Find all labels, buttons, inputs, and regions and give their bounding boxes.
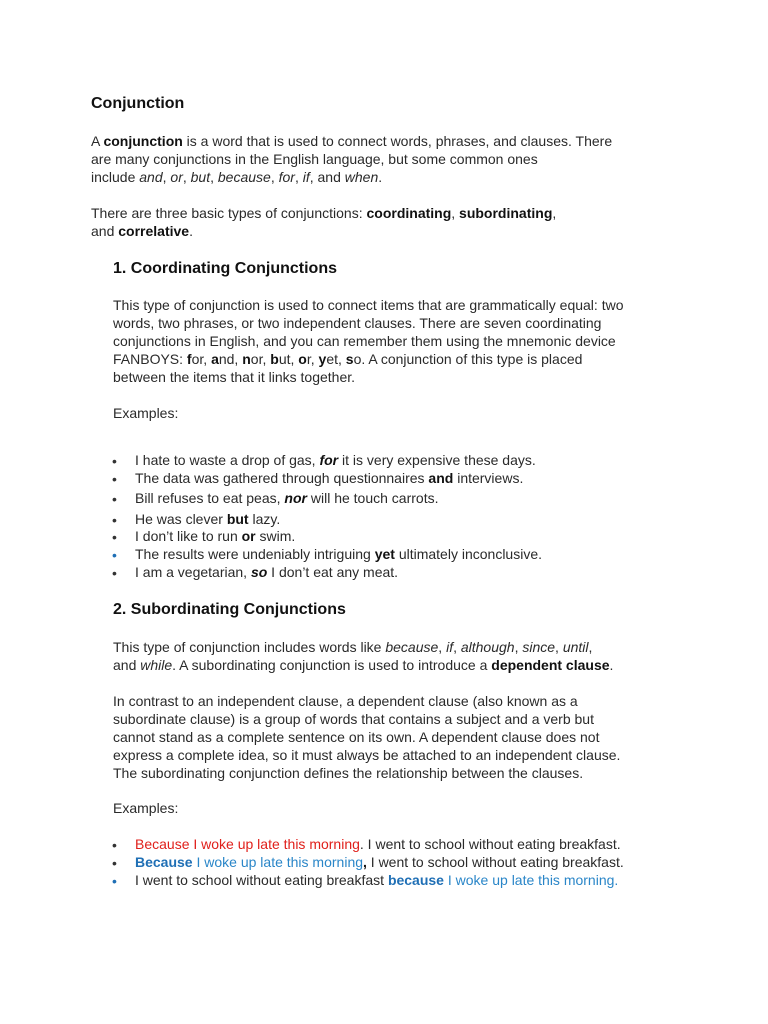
list-item [135, 469, 523, 487]
separator: , and [309, 169, 345, 185]
separator: , [270, 169, 279, 185]
intro-line-1 [91, 132, 612, 150]
example-word: or [170, 169, 183, 185]
bullet-icon: • [112, 873, 117, 889]
list-item-text: I went to school without eating breakfast [135, 872, 388, 888]
intro-text: is a word that is used to connect words, phrases, and clauses. There [182, 133, 613, 149]
bullet-icon: • [112, 855, 117, 871]
bullet-icon: • [112, 453, 117, 469]
list-item-text: Bill refuses to eat peas, [135, 490, 285, 506]
list-item [135, 835, 621, 853]
period: . [609, 657, 614, 673]
separator: , [210, 169, 218, 185]
example-word: when [344, 169, 379, 185]
example-word: although [460, 639, 515, 655]
list-item [135, 451, 536, 469]
list-item-text: The data was gathered through questionnaires [135, 470, 429, 486]
conjunction-keyword: for [319, 452, 339, 468]
fanboys-rest: r, [306, 351, 319, 367]
intro-line-3 [91, 168, 382, 186]
fanboys-rest: et, [326, 351, 346, 367]
fanboys-rest: or, [250, 351, 271, 367]
example-word: since [522, 639, 556, 655]
list-item-text: I don’t eat any meat. [267, 564, 399, 580]
term-subordinating: subordinating [459, 205, 553, 221]
sub-para2-line-3: cannot stand as a complete sentence on its own. A dependent clause does not [113, 729, 600, 745]
separator: , [588, 639, 593, 655]
example-word: until [562, 639, 589, 655]
intro-text: A [91, 133, 104, 149]
separator: , [162, 169, 171, 185]
intro-text: include [91, 169, 140, 185]
dependent-clause-highlight: Because I woke up late this morning [135, 836, 360, 852]
list-item [135, 871, 618, 889]
examples-label-2: Examples: [113, 800, 179, 816]
example-word: and [139, 169, 163, 185]
example-word: but [190, 169, 211, 185]
fanboys-rest: o. A conjunction of this type is placed [353, 351, 583, 367]
fanboys-letter: f [186, 351, 192, 367]
list-item-text: ultimately inconclusive. [394, 546, 542, 562]
bullet-icon: • [112, 491, 117, 507]
sub-para2-line-2: subordinate clause) is a group of words that contains a subject and a verb but [113, 711, 594, 727]
list-item-text: lazy. [248, 511, 281, 527]
fanboys-letter: n [242, 351, 251, 367]
coord-para-line-2: words, two phrases, or two independent clauses. There are seven coordinating [113, 315, 602, 331]
sub-text: This type of conjunction includes words like [113, 639, 386, 655]
list-item-text: it is very expensive these days. [338, 452, 536, 468]
example-word: while [140, 657, 173, 673]
fanboys-letter: o [298, 351, 307, 367]
types-line-2 [91, 222, 193, 240]
bullet-icon: • [112, 837, 117, 853]
fanboys-rest: or, [191, 351, 212, 367]
conjunction-keyword: and [428, 470, 454, 486]
example-word: because [217, 169, 271, 185]
example-word: if [302, 169, 310, 185]
list-item [135, 563, 398, 581]
conjunction-keyword: because [387, 872, 444, 888]
examples-label-1: Examples: [113, 405, 179, 421]
list-item-text: swim. [255, 528, 296, 544]
separator: , [555, 639, 563, 655]
fanboys-rest: ut, [278, 351, 299, 367]
bullet-icon: • [112, 547, 117, 563]
fanboys-letter: y [318, 351, 327, 367]
separator: , [294, 169, 303, 185]
list-item-text: will he touch carrots. [306, 490, 439, 506]
list-item-text: He was clever [135, 511, 227, 527]
list-item-text: I hate to waste a drop of gas, [135, 452, 320, 468]
bullet-icon: • [112, 512, 117, 528]
list-item-text: interviews. [453, 470, 524, 486]
separator: , [552, 205, 557, 221]
fanboys-lead: FANBOYS: [113, 351, 187, 367]
coord-para-line-5: between the items that it links together. [113, 369, 356, 385]
separator: , [182, 169, 191, 185]
list-item-text: The results were undeniably intriguing [135, 546, 375, 562]
term-dependent-clause: dependent clause [491, 657, 610, 673]
conjunction-keyword: yet [374, 546, 395, 562]
separator: , [451, 205, 460, 221]
list-item-text: . I went to school without eating breakfast. [359, 836, 621, 852]
separator: , [453, 639, 461, 655]
page-title: Conjunction [91, 95, 185, 112]
list-item [135, 545, 542, 563]
conjunction-keyword: but [226, 511, 249, 527]
sub-text: . A subordinating conjunction is used to introduce a [172, 657, 492, 673]
fanboys-letter: b [270, 351, 279, 367]
coord-para-line-1: This type of conjunction is used to connect items that are grammatically equal: two [113, 297, 624, 313]
term-conjunction: conjunction [103, 133, 183, 149]
types-text: There are three basic types of conjunctions: [91, 205, 367, 221]
conjunction-keyword: Because [135, 854, 193, 870]
section-heading-subordinating: 2. Subordinating Conjunctions [113, 601, 346, 618]
list-item [135, 853, 624, 871]
sub-text: and [113, 657, 141, 673]
section-heading-coordinating: 1. Coordinating Conjunctions [113, 260, 337, 277]
intro-line-2: are many conjunctions in the English language, but some common ones [91, 151, 538, 167]
dependent-clause-highlight: I woke up late this morning [192, 854, 364, 870]
separator: , [438, 639, 447, 655]
term-correlative: correlative [118, 223, 190, 239]
conjunction-keyword: nor [284, 490, 307, 506]
dependent-clause-highlight: I woke up late this morning. [443, 872, 619, 888]
term-coordinating: coordinating [366, 205, 452, 221]
sub-para2-line-1: In contrast to an independent clause, a dependent clause (also known as a [113, 693, 578, 709]
sub-para2-line-4: express a complete idea, so it must always be attached to an independent clause. [113, 747, 621, 763]
example-word: because [385, 639, 439, 655]
fanboys-line [113, 350, 582, 368]
bullet-icon: • [112, 529, 117, 545]
list-item [135, 510, 280, 528]
sub-para-line-2 [113, 656, 613, 674]
example-word: for [278, 169, 295, 185]
fanboys-letter: s [345, 351, 354, 367]
list-item-text: I am a vegetarian, [135, 564, 251, 580]
bullet-icon: • [112, 565, 117, 581]
separator: , [514, 639, 523, 655]
conjunction-keyword: so [250, 564, 268, 580]
period: . [378, 169, 383, 185]
types-text: and [91, 223, 119, 239]
fanboys-rest: nd, [218, 351, 243, 367]
list-item [135, 527, 295, 545]
fanboys-letter: a [211, 351, 219, 367]
types-line-1 [91, 204, 556, 222]
sub-para-line-1 [113, 638, 592, 656]
example-word: if [446, 639, 454, 655]
separator: , [363, 854, 367, 870]
list-item [135, 489, 438, 507]
period: . [189, 223, 193, 239]
list-item-text: I went to school without eating breakfast. [366, 854, 624, 870]
coord-para-line-3: conjunctions in English, and you can remember them using the mnemonic device [113, 333, 616, 349]
list-item-text: I don’t like to run [135, 528, 242, 544]
conjunction-keyword: or [241, 528, 256, 544]
sub-para2-line-5: The subordinating conjunction defines the relationship between the clauses. [113, 765, 584, 781]
bullet-icon: • [112, 471, 117, 487]
